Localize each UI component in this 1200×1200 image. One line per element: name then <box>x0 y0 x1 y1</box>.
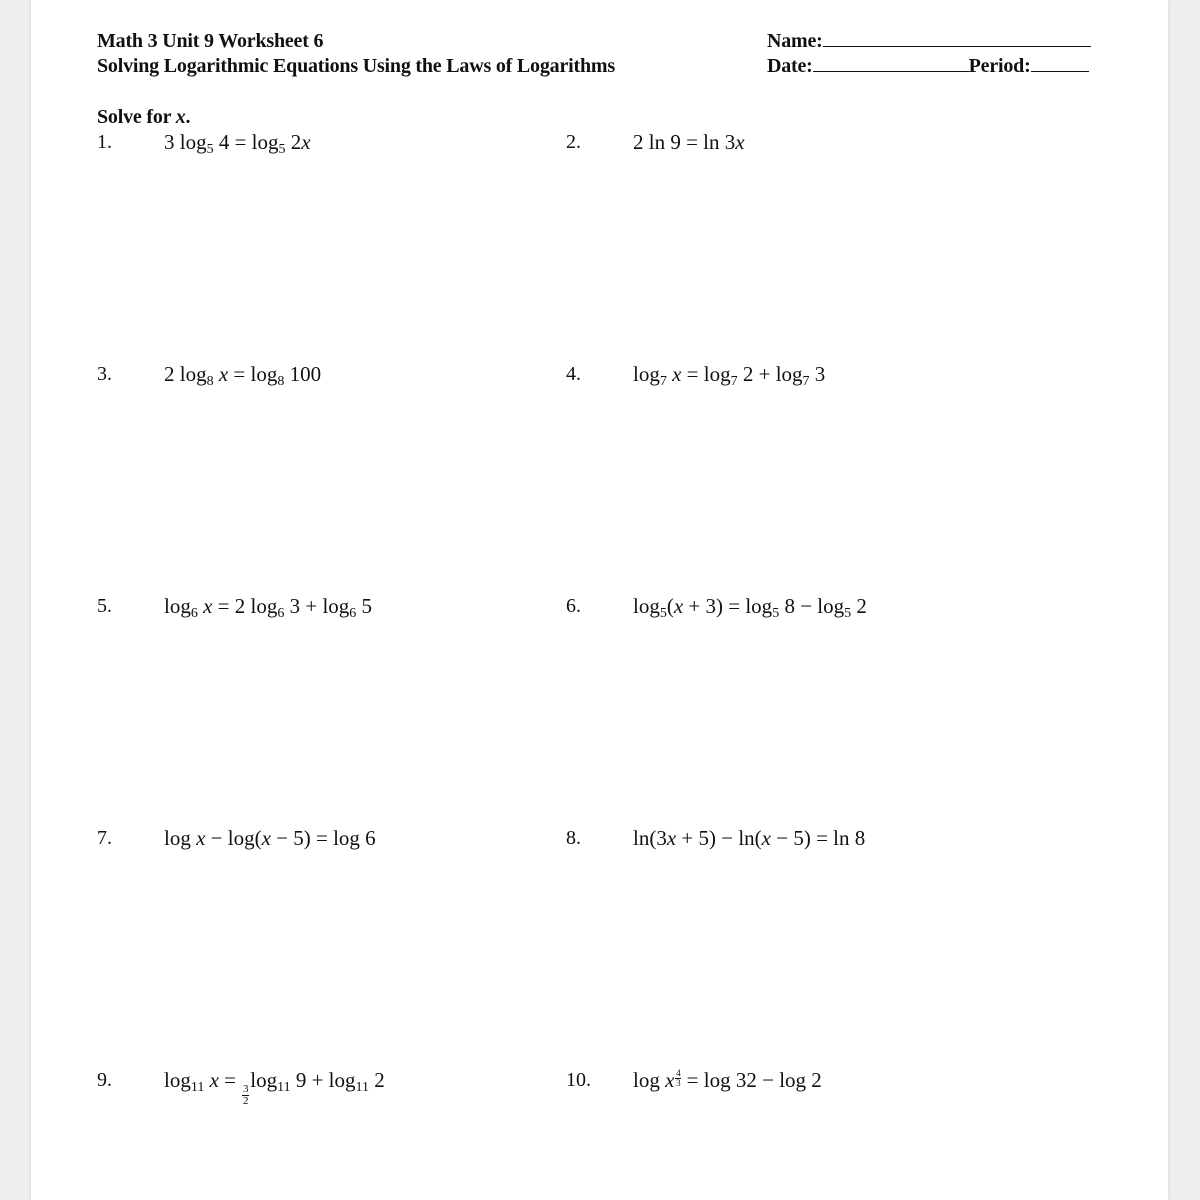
equation-part: log <box>164 1068 191 1092</box>
name-field <box>767 30 1091 53</box>
name-blank <box>823 30 1091 47</box>
equation-part: 2 <box>369 1068 385 1092</box>
equation-part: 2 <box>851 594 867 618</box>
equation-part: 8 − log <box>779 594 845 618</box>
equation-part: x <box>209 1068 219 1092</box>
equation-part: = log 32 − log 2 <box>681 1068 822 1092</box>
equation-part: ln(3 <box>633 826 667 850</box>
equation-part: 7 <box>659 374 667 389</box>
equation-part: $\frac{4}{3}$ <box>676 1068 681 1088</box>
equation-part: 5 <box>844 606 852 621</box>
date-period-field <box>767 55 1089 78</box>
equation-part: x <box>735 130 745 154</box>
equation-part: 3 log <box>164 130 207 154</box>
problem-number: 1. <box>97 131 112 153</box>
worksheet-subtitle: Solving Logarithmic Equations Using the Laws of Logarithms <box>97 55 615 77</box>
equation-part: 11 <box>190 1080 205 1095</box>
equation-part: 8 <box>277 374 285 389</box>
problem-equation <box>164 594 372 619</box>
problem-number: 10. <box>566 1069 591 1091</box>
equation-part: 11 <box>355 1080 369 1095</box>
equation-part: − log( <box>205 826 262 850</box>
problem-number: 2. <box>566 131 581 153</box>
problem-equation <box>164 362 321 387</box>
equation-part: + 3) = log <box>683 594 773 618</box>
equation-part: 2 <box>285 130 302 154</box>
problem-number: 7. <box>97 827 112 849</box>
equation-part: x <box>665 1068 675 1092</box>
equation-part: 3 + log <box>284 594 350 618</box>
problem-number: 4. <box>566 363 581 385</box>
equation-part: 5 <box>278 142 286 157</box>
equation-part: x <box>203 594 213 618</box>
equation-part: = log <box>228 362 278 386</box>
equation-part: x <box>761 826 771 850</box>
equation-part: − 5) = log 6 <box>270 826 376 850</box>
equation-part: = 2 log <box>212 594 278 618</box>
equation-part: $\frac{3}{2}$ <box>243 1083 249 1107</box>
problem-number: 3. <box>97 363 112 385</box>
problem-equation <box>633 826 865 851</box>
name-label: Name: <box>767 30 823 52</box>
equation-part: x <box>672 362 682 386</box>
date-label: Date: <box>767 55 813 77</box>
equation-part: 6 <box>190 606 198 621</box>
equation-part: 2 + log <box>737 362 803 386</box>
equation-part: x <box>673 594 684 618</box>
equation-part: 5 <box>772 606 780 621</box>
problem-number: 5. <box>97 595 112 617</box>
equation-part: 5 <box>659 606 667 621</box>
equation-part: x <box>218 362 229 386</box>
problem-equation <box>164 1068 385 1107</box>
equation-part: log <box>250 1068 278 1092</box>
period-blank <box>1031 55 1089 72</box>
equation-part: log <box>633 594 660 618</box>
period-label: Period: <box>968 55 1031 77</box>
equation-part: 11 <box>277 1080 291 1095</box>
equation-part: 8 <box>206 374 214 389</box>
equation-part: − 5) = ln 8 <box>771 826 866 850</box>
equation-part: x <box>261 826 271 850</box>
instructions <box>97 106 190 129</box>
equation-part: 7 <box>730 374 738 389</box>
equation-part: x <box>666 826 677 850</box>
date-blank <box>813 55 969 72</box>
equation-part: 2 log <box>164 362 207 386</box>
equation-part: = <box>218 1068 242 1092</box>
equation-part: log <box>633 1068 666 1092</box>
equation-part: 5 <box>206 142 214 157</box>
problem-equation <box>633 362 825 387</box>
equation-part: 5 <box>356 594 373 618</box>
problem-equation <box>633 1068 822 1093</box>
equation-part: 7 <box>802 374 810 389</box>
equation-part: x <box>196 826 206 850</box>
equation-part: + 5) − ln( <box>676 826 762 850</box>
equation-part: x <box>301 130 311 154</box>
equation-part: 4 = log <box>213 130 279 154</box>
problem-equation <box>633 130 745 155</box>
worksheet-page <box>31 0 1168 1200</box>
equation-part: log <box>164 826 197 850</box>
worksheet-title: Math 3 Unit 9 Worksheet 6 <box>97 30 324 52</box>
equation-part: 2 ln 9 = ln 3 <box>633 130 736 154</box>
problem-equation <box>633 594 867 619</box>
equation-part: 3 <box>809 362 826 386</box>
equation-part: 100 <box>284 362 322 386</box>
problem-equation <box>164 130 311 155</box>
equation-part: 6 <box>277 606 285 621</box>
problem-number: 8. <box>566 827 581 849</box>
equation-part: log <box>633 362 660 386</box>
equation-part: log <box>164 594 191 618</box>
instructions-text: Solve for x. <box>97 106 191 128</box>
equation-part: 6 <box>349 606 357 621</box>
equation-part: = log <box>681 362 731 386</box>
problem-equation <box>164 826 376 851</box>
equation-part: 9 + log <box>290 1068 356 1092</box>
problem-number: 6. <box>566 595 581 617</box>
problem-number: 9. <box>97 1069 112 1091</box>
equation-part: ( <box>666 594 674 618</box>
